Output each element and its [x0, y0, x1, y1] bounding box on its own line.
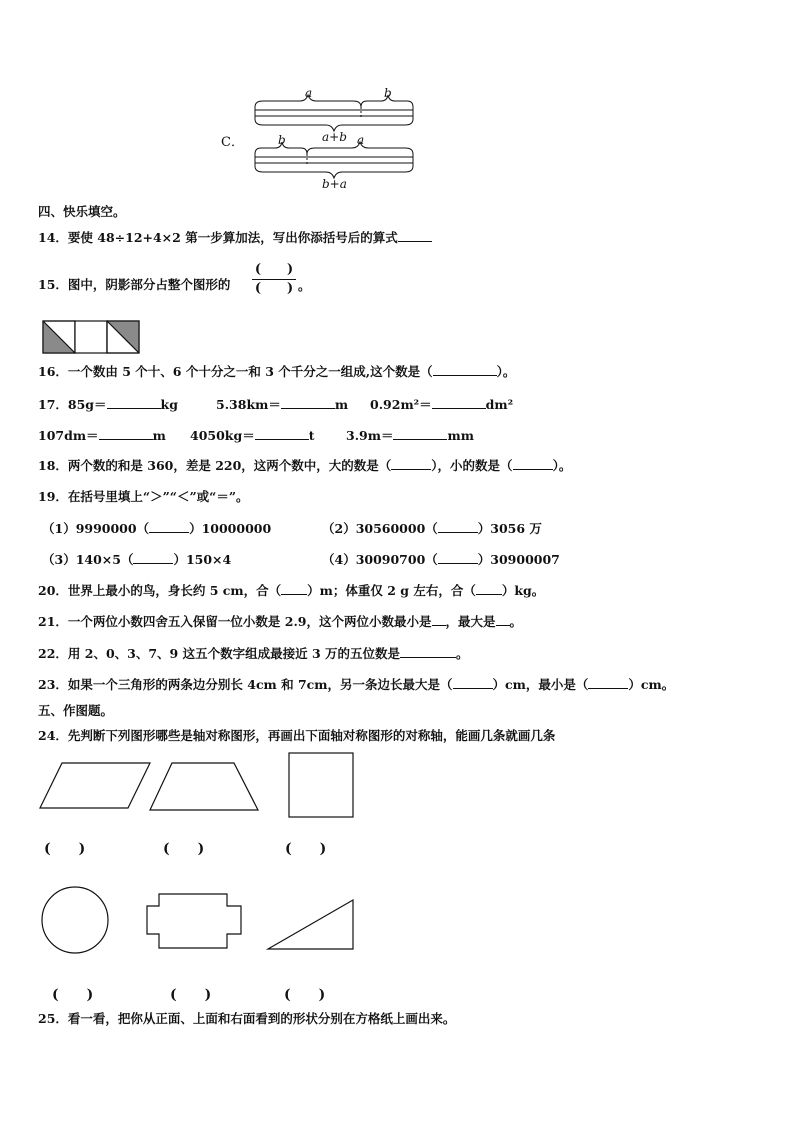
q18: 18．两个数的和是 360，差是 220，这两个数中，大的数是（ ），小的数是（ ）。	[38, 458, 572, 473]
q19-title: 19．在括号里填上“＞”“＜”或“＝”。	[38, 489, 249, 504]
q24-answer-rectangle[interactable]: ( )	[285, 841, 327, 857]
q19-item-1: （1）9990000（ ）10000000	[42, 521, 272, 536]
q15-end: 。	[298, 278, 311, 293]
label-b-bottom: b	[278, 133, 286, 147]
q24-answer-parallelogram[interactable]: ( )	[44, 841, 86, 857]
cross-shape	[147, 894, 241, 948]
q24-answer-circle[interactable]: ( )	[52, 987, 94, 1003]
q15-denominator: ( )	[254, 281, 294, 296]
q17-item-3: 0.92m²＝ dm²	[370, 397, 514, 412]
q22: 22．用 2、0、3、7、9 这五个数字组成最接近 3 万的五位数是 。	[38, 646, 469, 661]
q19-item-3: （3）140×5（ ）150×4	[42, 552, 232, 567]
label-b-top: b	[384, 86, 392, 100]
q17-item-6: 3.9m＝ mm	[346, 428, 474, 443]
parallelogram-shape	[40, 763, 150, 808]
q17-item-2: 5.38km＝ m	[216, 397, 349, 412]
q24-answer-trapezoid[interactable]: ( )	[163, 841, 205, 857]
q20: 20．世界上最小的鸟，身长约 5 cm，合（ ）m；体重仅 2 g 左右，合（ ）kg。	[38, 583, 545, 598]
q23: 23．如果一个三角形的两条边分别长 4cm 和 7cm，另一条边长最大是（ ）cm，最小是（ ）cm。	[38, 677, 675, 692]
label-sum-bottom: b+a	[322, 177, 347, 191]
q15-numerator: ( )	[254, 262, 294, 277]
label-a-bottom: a	[357, 133, 365, 147]
q21: 21．一个两位小数四舍五入保留一位小数是 2.9，这个两位小数最小是 ，最大是 。	[38, 614, 523, 629]
q17-item-5: 4050kg＝ t	[190, 428, 315, 443]
q25-text: 25．看一看，把你从正面、上面和右面看到的形状分别在方格纸上画出来。	[38, 1011, 456, 1026]
q14: 14．要使 48÷12+4×2 第一步算加法，写出你添括号后的算式	[38, 229, 432, 247]
option-c-label: C．	[221, 135, 244, 150]
q16: 16．一个数由 5 个十、6 个十分之一和 3 个千分之一组成,这个数是（ ）。	[38, 364, 516, 379]
circle-shape	[42, 887, 108, 953]
q24-answer-cross[interactable]: ( )	[170, 987, 212, 1003]
q17-item-4: 107dm＝ m	[38, 428, 166, 443]
q24-answer-triangle[interactable]: ( )	[284, 987, 326, 1003]
q19-item-4: （4）30090700（ ）30900007	[322, 552, 560, 567]
q19-item-2: （2）30560000（ ）3056 万	[322, 521, 542, 536]
q17-item-1: 17．85g＝ kg	[38, 397, 178, 412]
trapezoid-shape	[150, 763, 258, 810]
right-triangle-shape	[268, 900, 353, 949]
label-a-top: a	[305, 86, 313, 100]
rectangle-shape	[289, 753, 353, 817]
q24-text: 24．先判断下列图形哪些是轴对称图形，再画出下面轴对称图形的对称轴，能画几条就画几条	[38, 728, 556, 743]
label-sum-top: a+b	[322, 130, 347, 144]
q15: 15．图中，阴影部分占整个图形的	[38, 277, 231, 292]
section5-title: 五、作图题。	[38, 703, 114, 718]
section4-title: 四、快乐填空。	[38, 204, 126, 219]
